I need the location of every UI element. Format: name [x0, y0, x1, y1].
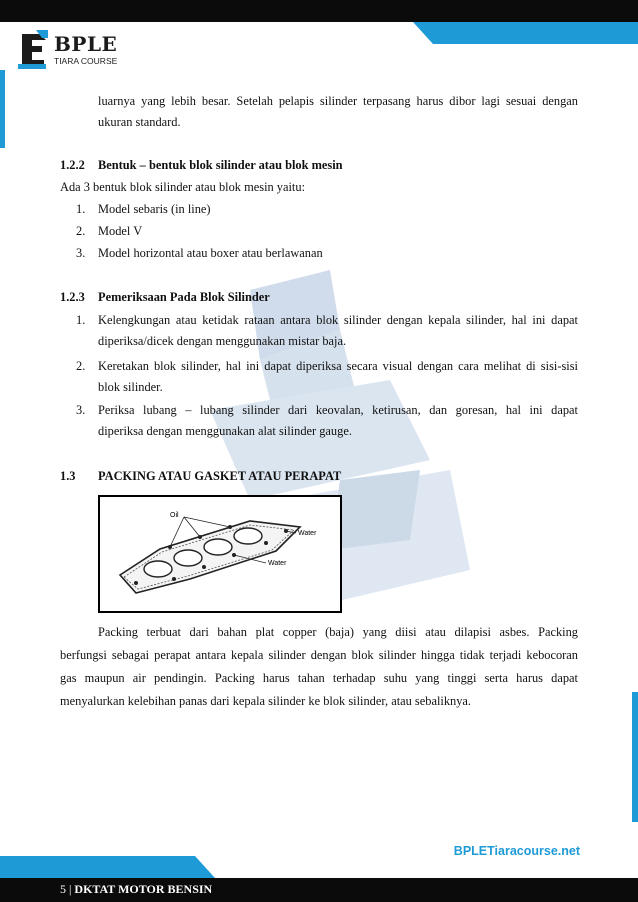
section-122-number: 1.2.2 [60, 158, 85, 172]
logo-subtitle: TIARA COURSE [54, 56, 118, 66]
continuation-text [98, 91, 578, 133]
packing-paragraph [60, 622, 578, 712]
top-accent-bar [433, 22, 638, 44]
list-item-number: 2. [76, 359, 86, 373]
list-item-line: Kelengkungan atau ketidak rataan antara blok silinder dengan kepala silinder, hal ini dapat [98, 313, 578, 327]
top-bar [0, 0, 638, 22]
paragraph-line: berfungsi sebagai perapat antara kepala silinder dengan blok silinder hingga tidak terjadi kebocoran [60, 648, 578, 662]
logo [14, 28, 129, 72]
logo-title: BPLE [54, 32, 118, 56]
list-item-text [98, 400, 578, 442]
list-item-line: Keretakan blok silinder, hal ini dapat diperiksa secara visual dengan cara melihat di sisi-sisi [98, 359, 578, 373]
label-oil: Oil [170, 512, 179, 519]
footer-accent-bar [0, 856, 195, 878]
list-item-line: blok silinder. [98, 380, 163, 394]
logo-icon [14, 28, 52, 72]
left-accent-stripe [0, 70, 5, 148]
list-item-line: diperiksa dengan menggunakan alat silinder gauge. [98, 424, 352, 438]
list-item-line: Periksa lubang – lubang silinder dari keovalan, ketirusan, dan goresan, hal ini dapat [98, 403, 578, 417]
paragraph-line: Packing terbuat dari bahan plat copper (baja) yang diisi atau dilapisi asbes. Packing [98, 625, 578, 639]
list-item-number: 1. [76, 202, 86, 216]
footer-url: BPLETiaracourse.net [453, 844, 580, 858]
continuation-line-1: luarnya yang lebih besar. Setelah pelapis silinder terpasang harus dibor lagi sesuai dengan [98, 94, 578, 108]
list-item-number: 3. [76, 246, 86, 260]
page-number: 5 | [60, 882, 72, 896]
right-accent-stripe [632, 692, 638, 822]
gasket-figure [98, 495, 342, 613]
section-13-number: 1.3 [60, 469, 76, 483]
list-item-text: Model V [98, 224, 143, 238]
list-item-text: Model horizontal atau boxer atau berlawanan [98, 246, 323, 260]
section-122-intro: Ada 3 bentuk blok silinder atau blok mesin yaitu: [60, 180, 306, 194]
section-123-title: Pemeriksaan Pada Blok Silinder [98, 290, 270, 304]
list-item-number: 1. [76, 313, 86, 327]
label-water-top: Water [298, 530, 317, 537]
section-122-title: Bentuk – bentuk blok silinder atau blok mesin [98, 158, 343, 172]
continuation-line-2: ukuran standard. [98, 115, 181, 129]
list-item-text [98, 356, 578, 398]
paragraph-line: menyalurkan kelebihan panas dari kepala silinder ke blok silinder, atau sebaliknya. [60, 694, 472, 708]
list-item-text: Model sebaris (in line) [98, 202, 211, 216]
gasket-illustration [100, 497, 340, 611]
list-item-text [98, 310, 578, 352]
footer-text [60, 882, 212, 897]
label-water-bottom: Water [268, 560, 287, 567]
section-123-number: 1.2.3 [60, 290, 85, 304]
document-title: DKTAT MOTOR BENSIN [74, 882, 213, 896]
section-13-title: PACKING ATAU GASKET ATAU PERAPAT [98, 469, 342, 483]
list-item-number: 2. [76, 224, 86, 238]
list-item-line: diperiksa/dicek dengan menggunakan mistar baja. [98, 334, 347, 348]
list-item-number: 3. [76, 403, 86, 417]
paragraph-line: gas maupun air pendingin. Packing harus tahan terhadap suhu yang tinggi serta harus dapat [60, 671, 578, 685]
